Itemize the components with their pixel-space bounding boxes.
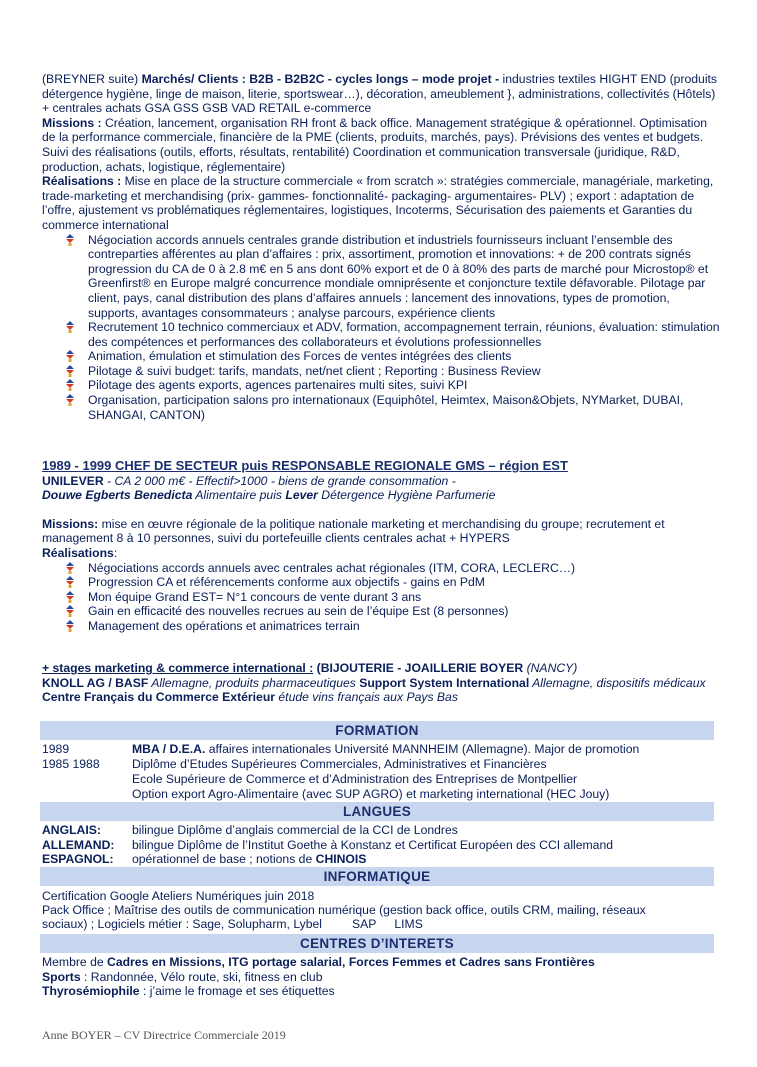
unilever-realisations-label: Réalisations: [42, 545, 114, 560]
stages-city1: (NANCY): [523, 661, 578, 675]
bullet-icon: [64, 350, 76, 362]
unilever-brand2-desc: Détergence Hygiène Parfumerie: [317, 488, 496, 503]
lang-german-label: ALLEMAND:: [42, 838, 115, 852]
breyner-section: [42, 72, 722, 422]
lang-chinese: CHINOIS: [315, 852, 367, 866]
unilever-missions-label: Missions:: [42, 516, 99, 531]
unilever-realisations-colon: :: [113, 545, 118, 560]
bullet-item: [42, 590, 722, 605]
breyner-bullet-list: [42, 233, 722, 423]
lang-spanish-desc: opérationnel de base ; notions de: [132, 852, 316, 866]
formation-band: FORMATION: [40, 721, 714, 740]
bullet-item: [42, 364, 722, 379]
formation-year-2: 1985 1988: [42, 757, 100, 771]
bullet-item: [42, 575, 722, 590]
bullet-text: Management des opérations et animatrices terrain: [88, 618, 360, 633]
bullet-item: [42, 604, 722, 619]
stages-company3: Support System International: [359, 675, 530, 690]
lang-german-text: bilingue Diplôme de l’Institut Goethe à Konstanz et Certificat Européen des CCI allemand: [132, 838, 613, 852]
lang-spanish-text: [132, 853, 366, 867]
bullet-item: [42, 619, 722, 634]
unilever-company-line: [42, 474, 722, 489]
stages-desc3: Allemagne, dispositifs médicaux: [529, 675, 706, 690]
bullet-text: Organisation, participation salons pro internationaux (Equiphôtel, Heimtex, Maison&Objets, NYMarket, DUBAI, SHANGAI, CANTON): [88, 393, 684, 422]
bullet-text: Progression CA et référencements conforme aux objectifs - gains en PdM: [88, 575, 485, 590]
realisations-text: Mise en place de la structure commerciale « from scratch »: stratégies commerciale, managériale, marketing, trade-marketing et merchandising (prix- gammes- fonctionnalité- packaging- argumentaires- PLV) ; export : adaptation de l’offre, ajustement vs problématiques réglementaires, logistiques, Incoterms, Sécurisation des paiements et Garanties du commerce international: [42, 174, 714, 232]
breyner-markets-label: Marchés/ Clients : B2B - B2B2C - cycles longs – mode projet -: [141, 72, 500, 86]
interets-sports-label: Sports: [42, 969, 81, 984]
bullet-item: [42, 320, 722, 349]
interets-line3: [42, 984, 722, 999]
stages-line2: [42, 676, 722, 705]
bullet-item: [42, 233, 722, 321]
lang-english-text: bilingue Diplôme d’anglais commercial de la CCI de Londres: [132, 823, 458, 837]
missions-text: Création, lancement, organisation RH front & back office. Management stratégique & opérationnel. Optimisation de la performance commerciale, financière de la PME (clients, produits, marchés, pays). Prévisions des ventes et budgets. Suivi des réalisations (outils, efforts, résultats, rentabilité) Coordination et communication transversale (juridique, R&D, production, achats, logistique, réglementaire): [42, 115, 708, 174]
breyner-prefix: (BREYNER suite): [42, 72, 142, 86]
interets-section: [42, 955, 722, 999]
stages-company4: Centre Français du Commerce Extérieur: [42, 690, 276, 705]
unilever-brand1-desc: Alimentaire puis: [192, 488, 286, 503]
bullet-item: [42, 378, 722, 393]
formation-degree: MBA / D.E.A.: [132, 742, 206, 756]
bullet-text: Mon équipe Grand EST= N°1 concours de vente durant 3 ans: [88, 589, 422, 604]
unilever-bullet-list: [42, 561, 722, 634]
lang-english-label: ANGLAIS:: [42, 823, 101, 837]
page-footer: Anne BOYER – CV Directrice Commerciale 2019: [42, 1028, 286, 1042]
bullet-icon: [64, 605, 76, 617]
breyner-realisations: [42, 174, 722, 232]
bullet-item: [42, 561, 722, 576]
breyner-missions: [42, 116, 722, 174]
informatique-lims: LIMS: [394, 917, 423, 931]
bullet-item: [42, 349, 722, 364]
formation-degree-desc: affaires internationales Université MANNHEIM (Allemagne). Major de promotion: [205, 742, 640, 756]
unilever-missions-text: mise en œuvre régionale de la politique nationale marketing et merchandising du groupe; recrutement et management 8 à 10 personnes, suivi du portefeuille clients centrales achat + HYPERS: [42, 516, 665, 546]
bullet-icon: [64, 591, 76, 603]
bullet-icon: [64, 234, 76, 246]
formation-text-1: [132, 743, 639, 757]
interets-hobby-label: Thyrosémiophile: [42, 984, 140, 998]
bullet-icon: [64, 321, 76, 333]
bullet-icon: [64, 394, 76, 406]
informatique-sap: SAP: [352, 917, 377, 931]
langues-band: LANGUES: [40, 802, 714, 821]
missions-label: Missions :: [42, 115, 102, 130]
unilever-heading: 1989 - 1999 CHEF DE SECTEUR puis RESPONSABLE REGIONALE GMS – région EST: [42, 458, 568, 473]
interets-line1: [42, 955, 722, 970]
informatique-line2-text: Pack Office ; Maîtrise des outils de communication numérique (gestion back office, outils CRM, mailing, réseaux sociaux) ; Logiciels métier : Sage, Solupharm, Lybel: [42, 903, 646, 931]
unilever-brands-line: [42, 488, 722, 503]
unilever-brand2: Lever: [285, 488, 318, 503]
bullet-text: Négociation accords annuels centrales grande distribution et industriels fournisseurs incluant l’ensemble des contreparties afférentes au plan d’affaires : prix, assortiment, promotion et innovations: + de 200 contrats signés progression du CA de 0 à 2.8 m€ en 5 ans dont 60% export et de 0 à 80% des parts de marché pour Microstop® et Greenfirst® en Europe malgré concurrence mondiale omniprésente et conjoncture textile défavorable. Pilotage par client, pays, canal distribution des plans d’affaires annuels : lancement des innovations, types de promotion, supports, avantages consommateurs ; analyse parcours, expérience clients: [88, 232, 709, 320]
formation-year-1: 1989: [42, 742, 70, 756]
unilever-company: UNILEVER: [42, 473, 104, 488]
interets-line2: [42, 970, 722, 985]
bullet-icon: [64, 562, 76, 574]
bullet-icon: [64, 365, 76, 377]
stages-desc2: Allemagne, produits pharmaceutiques: [148, 675, 360, 690]
bullet-text: Pilotage & suivi budget: tarifs, mandats, net/net client ; Reporting : Business Review: [88, 363, 541, 378]
unilever-brand1: Douwe Egberts Benedicta: [42, 488, 193, 503]
bullet-item: [42, 393, 722, 422]
interets-band: CENTRES D’INTERETS: [40, 934, 714, 953]
interets-sports-text: : Randonnée, Vélo route, ski, fitness en club: [80, 969, 323, 984]
informatique-section: [42, 889, 692, 931]
bullet-text: Recrutement 10 technico commerciaux et ADV, formation, accompagnement terrain, réunions, évaluation: stimulation des compétences et performances des collaborateurs et évolutions professionnelles: [88, 320, 720, 349]
formation-text-2: Diplôme d’Etudes Supérieures Commerciales, Administratives et Financières: [132, 757, 547, 771]
stages-line1: [42, 661, 722, 676]
stages-company2: KNOLL AG / BASF: [42, 675, 149, 690]
stages-label: + stages marketing & commerce international :: [42, 661, 314, 675]
bullet-text: Animation, émulation et stimulation des Forces de ventes intégrées des clients: [88, 349, 512, 364]
realisations-label: Réalisations :: [42, 174, 122, 189]
stages-section: [42, 661, 722, 705]
informatique-band: INFORMATIQUE: [40, 867, 714, 886]
informatique-line2: [42, 903, 692, 931]
unilever-section: [42, 459, 722, 634]
unilever-realisations: [42, 546, 722, 561]
bullet-text: Gain en efficacité des nouvelles recrues au sein de l’équipe Est (8 personnes): [88, 604, 509, 619]
bullet-icon: [64, 620, 76, 632]
unilever-company-desc: - CA 2 000 m€ - Effectif>1000 - biens de grande consommation -: [103, 473, 456, 488]
unilever-missions: [42, 517, 722, 546]
bullet-icon: [64, 379, 76, 391]
interets-member-prefix: Membre de: [42, 955, 108, 969]
interets-member-orgs: Cadres en Missions, ITG portage salarial, Forces Femmes et Cadres sans Frontières: [107, 955, 595, 969]
stages-company1: (BIJOUTERIE - JOAILLERIE BOYER: [313, 661, 524, 675]
bullet-text: Négociations accords annuels avec centrales achat régionales (ITM, CORA, LECLERC…): [88, 560, 576, 575]
bullet-text: Pilotage des agents exports, agences partenaires multi sites, suivi KPI: [88, 378, 468, 393]
stages-desc4: étude vins français aux Pays Bas: [275, 690, 458, 705]
bullet-icon: [64, 576, 76, 588]
formation-text-4: Option export Agro-Alimentaire (avec SUP AGRO) et marketing international (HEC Jouy): [132, 787, 610, 801]
interets-hobby-text: : j’aime le fromage et ses étiquettes: [139, 984, 335, 998]
lang-spanish-label: ESPAGNOL:: [42, 852, 114, 866]
informatique-line1: Certification Google Ateliers Numériques juin 2018: [42, 889, 315, 903]
breyner-markets-text: industries textiles HIGHT END (produits détergence hygiène, linge de maison, literie, sportswear…), décoration, ameublement }, administrations, collectivités (Hôtels) + centrales achats GSA GSS GSB VAD RETAIL e-commerce: [42, 72, 718, 116]
formation-text-3: Ecole Supérieure de Commerce et d’Administration des Entreprises de Montpellier: [132, 772, 578, 786]
breyner-intro: [42, 72, 722, 116]
